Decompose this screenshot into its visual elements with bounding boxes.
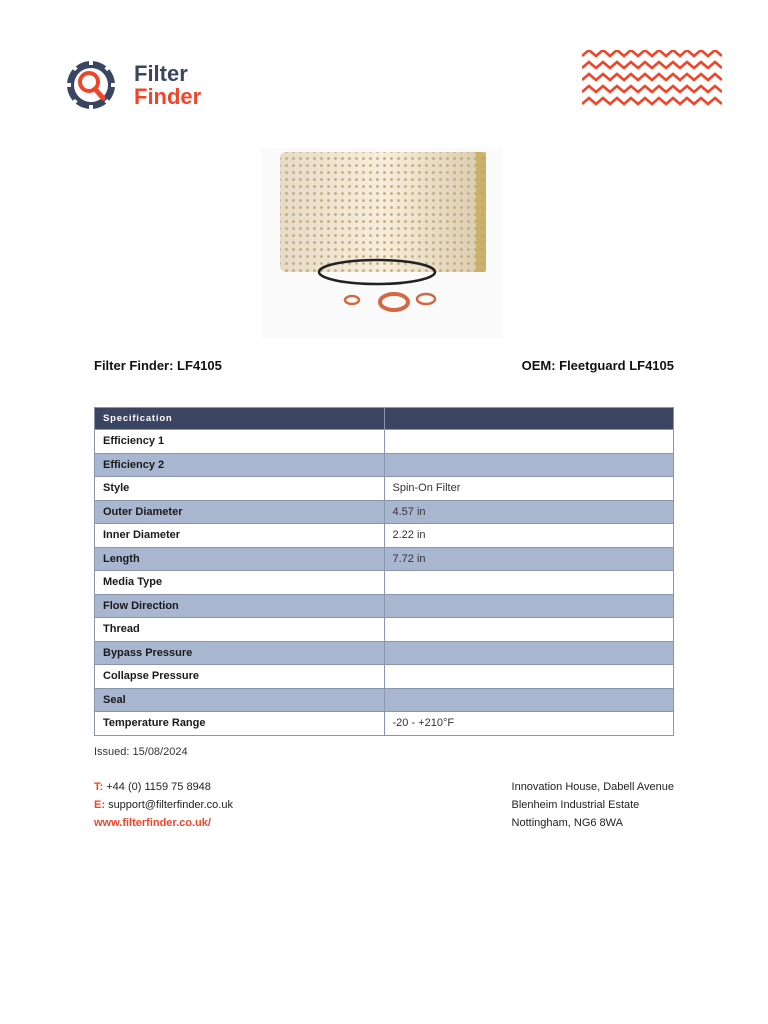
- spec-value: [384, 430, 674, 454]
- email-link[interactable]: support@filterfinder.co.uk: [108, 799, 233, 811]
- address-line-3: Nottingham, NG6 8WA: [511, 817, 623, 829]
- filter-product-image: [262, 148, 502, 338]
- spec-key: Bypass Pressure: [95, 641, 385, 665]
- spec-value: [384, 641, 674, 665]
- header-specification: Specification: [95, 408, 385, 430]
- table-row: [95, 453, 674, 477]
- filter-finder-logo-icon: [64, 58, 118, 112]
- address-line-2: Blenheim Industrial Estate: [511, 799, 640, 811]
- spec-value: [384, 688, 674, 712]
- spec-value: [384, 571, 674, 595]
- spec-value: 7.72 in: [384, 547, 674, 571]
- phone-number[interactable]: +44 (0) 1159 75 8948: [106, 781, 211, 793]
- table-row: [95, 571, 674, 595]
- brand-wordmark: [134, 62, 201, 108]
- phone-label: T:: [94, 781, 104, 793]
- spec-value: [384, 618, 674, 642]
- table-row: [95, 641, 674, 665]
- brand-line-1: Filter: [134, 61, 188, 86]
- table-header-row: [95, 408, 674, 430]
- table-row: [95, 477, 674, 501]
- zigzag-pattern-icon: [582, 50, 722, 110]
- oem-part-number: OEM: Fleetguard LF4105: [521, 358, 674, 373]
- table-row: [95, 712, 674, 736]
- table-row: [95, 430, 674, 454]
- spec-key: Style: [95, 477, 385, 501]
- spec-key: Outer Diameter: [95, 500, 385, 524]
- spec-key: Seal: [95, 688, 385, 712]
- contact-block: [94, 778, 233, 832]
- spec-key: Efficiency 1: [95, 430, 385, 454]
- specification-table: [94, 407, 674, 736]
- address-block: [512, 778, 674, 832]
- brand-logo: [64, 58, 234, 114]
- spec-key: Efficiency 2: [95, 453, 385, 477]
- spec-value: [384, 453, 674, 477]
- spec-key: Thread: [95, 618, 385, 642]
- issued-date: Issued: 15/08/2024: [94, 746, 188, 758]
- spec-key: Media Type: [95, 571, 385, 595]
- specification-rows: [95, 430, 674, 736]
- spec-value: [384, 665, 674, 689]
- table-row: [95, 665, 674, 689]
- header-value: [384, 408, 674, 430]
- filter-finder-part-number: Filter Finder: LF4105: [94, 358, 222, 373]
- table-row: [95, 688, 674, 712]
- spec-value: [384, 594, 674, 618]
- table-row: [95, 547, 674, 571]
- table-row: [95, 500, 674, 524]
- email-label: E:: [94, 799, 105, 811]
- spec-value: 2.22 in: [384, 524, 674, 548]
- address-line-1: Innovation House, Dabell Avenue: [511, 781, 674, 793]
- spec-value: 4.57 in: [384, 500, 674, 524]
- table-row: [95, 594, 674, 618]
- spec-key: Temperature Range: [95, 712, 385, 736]
- spec-value: -20 - +210°F: [384, 712, 674, 736]
- table-row: [95, 524, 674, 548]
- spec-key: Inner Diameter: [95, 524, 385, 548]
- spec-key: Collapse Pressure: [95, 665, 385, 689]
- spec-key: Flow Direction: [95, 594, 385, 618]
- table-row: [95, 618, 674, 642]
- spec-key: Length: [95, 547, 385, 571]
- email-line: [94, 796, 233, 814]
- website-link[interactable]: www.filterfinder.co.uk/: [94, 817, 211, 829]
- brand-line-2: Finder: [134, 84, 202, 109]
- phone-line: [94, 778, 233, 796]
- spec-value: Spin-On Filter: [384, 477, 674, 501]
